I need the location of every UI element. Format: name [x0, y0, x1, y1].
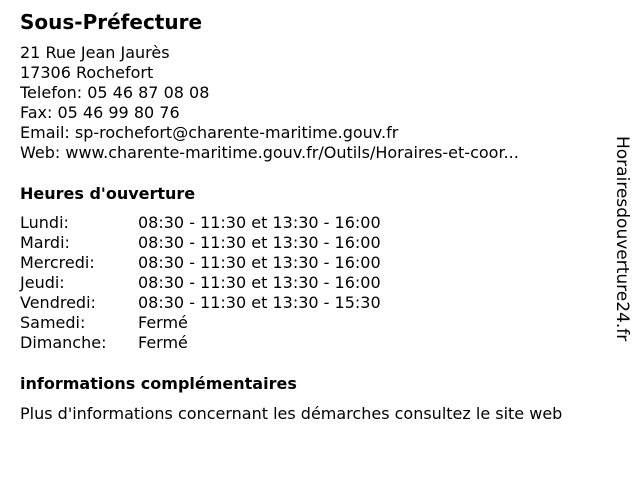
hours-day: Jeudi: — [20, 273, 65, 292]
email-address[interactable]: Email: sp-rochefort@charente-maritime.gouv.fr — [20, 123, 399, 142]
hours-time: Fermé — [138, 333, 188, 352]
street-address: 21 Rue Jean Jaurès — [20, 43, 170, 62]
hours-day: Vendredi: — [20, 293, 96, 312]
hours-time: Fermé — [138, 313, 188, 332]
hours-day: Dimanche: — [20, 333, 107, 352]
address-block — [20, 43, 600, 163]
hours-day: Samedi: — [20, 313, 86, 332]
hours-row-wednesday — [20, 253, 381, 273]
page-title: Sous-Préfecture — [20, 10, 203, 34]
hours-row-tuesday — [20, 233, 381, 253]
hours-time: 08:30 - 11:30 et 13:30 - 16:00 — [138, 253, 381, 272]
phone-number[interactable]: Telefon: 05 46 87 08 08 — [20, 83, 210, 102]
website-link[interactable]: Web: www.charente-maritime.gouv.fr/Outils/Horaires-et-coor... — [20, 143, 519, 162]
additional-info-heading: informations complémentaires — [20, 374, 297, 393]
hours-day: Lundi: — [20, 213, 69, 232]
opening-hours-heading: Heures d'ouverture — [20, 184, 196, 203]
hours-day: Mardi: — [20, 233, 70, 252]
hours-row-thursday — [20, 273, 381, 293]
hours-row-friday — [20, 293, 381, 313]
site-watermark: Horairesdouverture24.fr — [612, 136, 632, 342]
fax-number: Fax: 05 46 99 80 76 — [20, 103, 180, 122]
hours-time: 08:30 - 11:30 et 13:30 - 16:00 — [138, 273, 381, 292]
opening-hours-table — [20, 213, 381, 353]
hours-day: Mercredi: — [20, 253, 95, 272]
city-postcode: 17306 Rochefort — [20, 63, 154, 82]
hours-time: 08:30 - 11:30 et 13:30 - 16:00 — [138, 213, 381, 232]
hours-row-monday — [20, 213, 381, 233]
hours-row-saturday — [20, 313, 381, 333]
additional-info-text: Plus d'informations concernant les démarches consultez le site web — [20, 404, 563, 423]
hours-time: 08:30 - 11:30 et 13:30 - 16:00 — [138, 233, 381, 252]
hours-row-sunday — [20, 333, 381, 353]
hours-time: 08:30 - 11:30 et 13:30 - 15:30 — [138, 293, 381, 312]
